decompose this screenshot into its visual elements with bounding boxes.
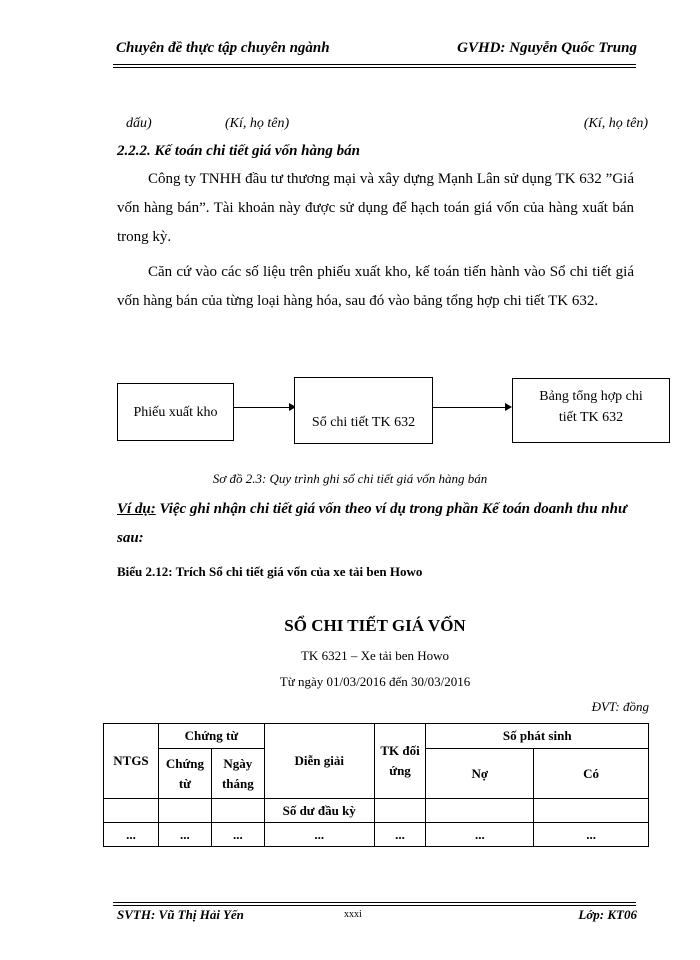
ledger-period: Từ ngày 01/03/2016 đến 30/03/2016 [279, 674, 471, 689]
paragraph-2: Căn cứ vào các số liệu trên phiếu xuất kho, kế toán tiến hành vào Sổ chi tiết giá vốn hàng bán của từng loại hàng hóa, sau đó vào bảng tổng hợp chi tiết TK 632. [117, 264, 634, 309]
ellipsis-cell: ... [426, 823, 534, 847]
diagram-box-phieu-xuat-kho [117, 383, 234, 441]
header-so-phat-sinh: Số phát sinh [426, 724, 649, 749]
diagram-box-bang-tong-hop [512, 378, 670, 443]
ellipsis-cell: ... [104, 823, 159, 847]
header-co: Có [534, 749, 649, 799]
ellipsis-cell: ... [211, 823, 264, 847]
header-ngay-thang: Ngày tháng [211, 749, 264, 799]
signature-middle: (Kí, họ tên) [225, 116, 290, 131]
ledger-unit: ĐVT: đồng [591, 699, 649, 714]
opening-balance-label: Số dư đầu kỳ [264, 799, 374, 823]
ledger-table [103, 723, 649, 847]
footer-rule-2 [113, 905, 636, 906]
diagram-arrow-2 [433, 407, 507, 408]
footer-page: xxxi [344, 909, 362, 920]
table-row [104, 823, 649, 847]
paragraph-1: Công ty TNHH đầu tư thương mại và xây dựng Mạnh Lân sử dụng TK 632 ”Giá vốn hàng bán”. Tài khoản này được sử dụng để hạch toán giá vốn của hàng xuất bán trong kỳ. [117, 171, 634, 245]
ellipsis-cell: ... [374, 823, 426, 847]
header-right: GVHD: Nguyễn Quốc Trung [457, 40, 637, 56]
header-dien-giai: Diễn giải [264, 724, 374, 799]
header-tk-doi-ung: TK đối ứng [374, 724, 426, 799]
exhibit-title: Biểu 2.12: Trích Sổ chi tiết giá vốn của xe tải ben Howo [117, 564, 423, 579]
footer-rule [113, 902, 636, 903]
header-rule [113, 64, 636, 65]
diagram-box-so-chi-tiet [294, 377, 433, 444]
ellipsis-cell: ... [264, 823, 374, 847]
header-ntgs: NTGS [104, 724, 159, 799]
header-chung-tu: Chứng từ [158, 724, 264, 749]
header-chung-tu-no: Chứng từ [158, 749, 211, 799]
example-paragraph [117, 495, 637, 553]
ellipsis-cell: ... [534, 823, 649, 847]
signature-right: (Kí, họ tên) [583, 116, 648, 131]
signature-fragment: dấu) [126, 116, 152, 131]
ledger-title: SỔ CHI TIẾT GIÁ VỐN [284, 616, 466, 635]
arrow-head-icon [505, 403, 512, 411]
diagram-caption: Sơ đồ 2.3: Quy trình ghi sổ chi tiết giá vốn hàng bán [212, 471, 488, 486]
example-label: Ví dụ: [117, 501, 156, 517]
diagram-arrow-1 [234, 407, 291, 408]
table-row [104, 799, 649, 823]
ellipsis-cell: ... [158, 823, 211, 847]
footer-right: Lớp: KT06 [578, 907, 637, 922]
diagram-box2-label: Sổ chi tiết TK 632 [311, 415, 416, 430]
header-rule-2 [113, 67, 636, 68]
example-text: Việc ghi nhận chi tiết giá vốn theo ví dụ trong phần Kế toán doanh thu như sau: [117, 501, 627, 546]
ledger-account: TK 6321 – Xe tải ben Howo [300, 648, 450, 663]
diagram-box1-label: Phiếu xuất kho [133, 404, 218, 420]
section-heading: 2.2.2. Kế toán chi tiết giá vốn hàng bán [117, 143, 360, 159]
header-left: Chuyên đề thực tập chuyên ngành [116, 40, 330, 56]
footer-left: SVTH: Vũ Thị Hải Yến [117, 907, 244, 922]
diagram-box3-label: Bảng tổng hợp chi tiết TK 632 [539, 389, 643, 425]
header-no: Nợ [426, 749, 534, 799]
